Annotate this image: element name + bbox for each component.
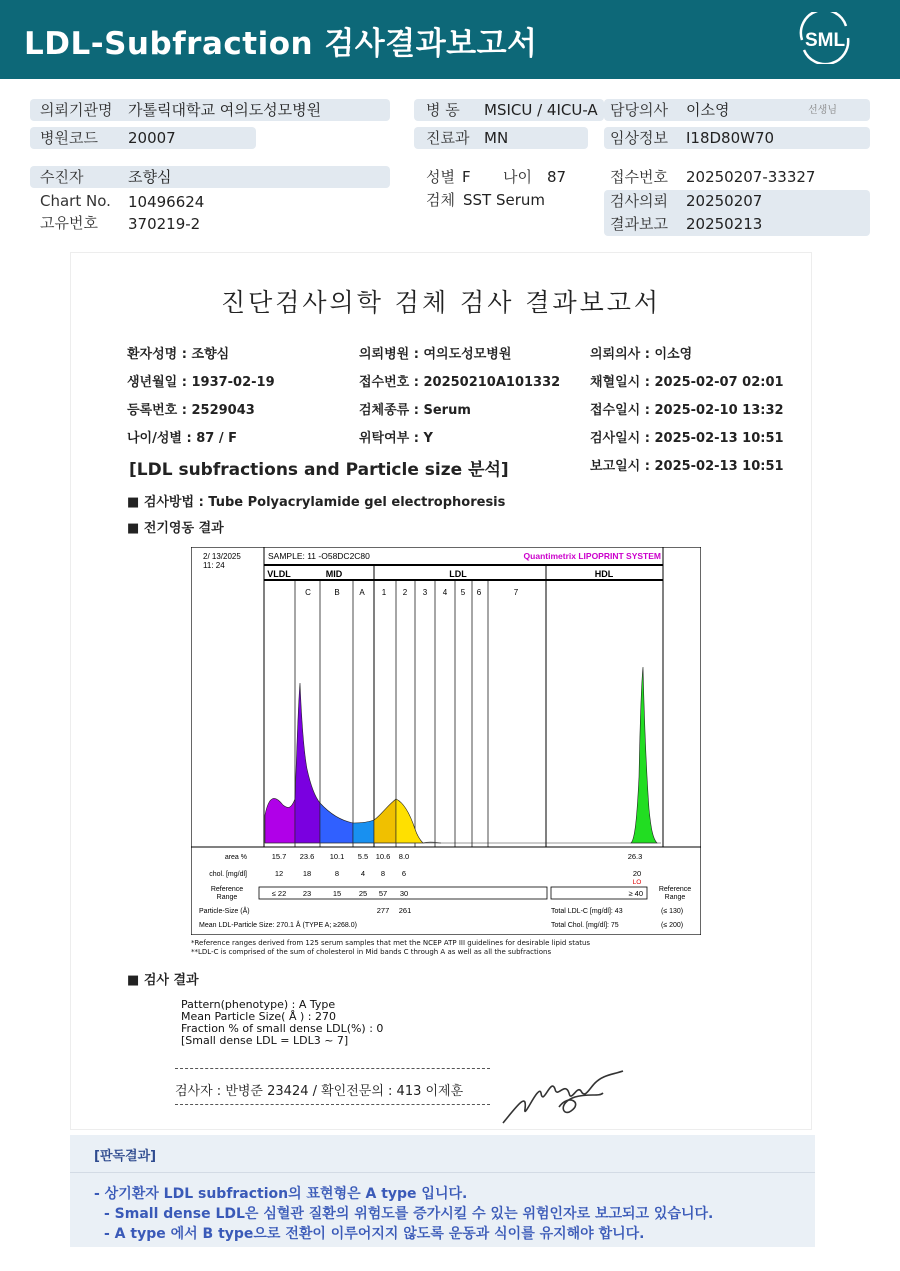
ref-label: Range (216, 894, 238, 901)
patient-name: 환자성명 : 조향심 (127, 347, 230, 362)
interpretation-panel (70, 1135, 815, 1247)
divider (70, 1172, 815, 1173)
band-label-4: 4 (442, 588, 448, 597)
code-label: 병원코드 (40, 129, 98, 147)
ref-hdl-value: ≥ 40 (628, 889, 643, 898)
chol-row-value: 4 (360, 869, 366, 878)
interpretation-line-1: - 상기환자 LDL subfraction의 표현형은 A type 입니다. (94, 1186, 468, 1202)
signature-icon (499, 1063, 629, 1131)
patient-box (30, 166, 390, 188)
particle-value: 261 (398, 906, 412, 915)
chol-hdl-value: 20 (632, 869, 642, 878)
doctor-value: 이소영 (686, 101, 730, 119)
method-text: 검사방법 : Tube Polyacrylamide gel electrophoresis (143, 495, 506, 510)
specimen-label: 검체 (426, 191, 455, 209)
result-heading-text: 검사 결과 (143, 973, 199, 988)
result-list (181, 999, 383, 1047)
band-label-b: B (334, 588, 340, 597)
band-label-1: 1 (381, 588, 387, 597)
ref-label: Reference (210, 886, 244, 893)
receipt-value: 20250207-33327 (686, 168, 816, 186)
method-line (127, 491, 505, 510)
interpretation-line-3: - A type 에서 B type으로 전환이 이루어지지 않도록 운동과 식이를 유지해야 합니다. (104, 1226, 645, 1242)
chol-row-label: chol. [mg/dl] (209, 871, 247, 878)
chart-time: 11: 24 (203, 561, 225, 570)
report-date-label: 결과보고 (610, 215, 668, 233)
chol-row-value: 6 (401, 869, 407, 878)
result-mean-size: Mean Particle Size( Å ) : 270 (181, 1010, 336, 1023)
mid-a-area (353, 820, 374, 843)
group-label-hdl: HDL (594, 569, 614, 579)
received-time: 접수일시 : 2025-02-10 13:32 (590, 403, 784, 418)
divider (175, 1104, 490, 1105)
reg-number: 등록번호 : 2529043 (127, 403, 255, 418)
band-label-3: 3 (422, 588, 428, 597)
area-row-label: area % (224, 854, 247, 861)
doctor-label: 담당의사 (610, 101, 668, 119)
chol-row-value: 12 (274, 869, 284, 878)
receipt-label: 접수번호 (610, 168, 668, 186)
tested-time: 검사일시 : 2025-02-13 10:51 (590, 431, 784, 446)
ref-value: 30 (399, 889, 409, 898)
ref-label-right: Range (664, 894, 686, 901)
page-title: LDL-Subfraction 검사결과보고서 (24, 26, 538, 62)
ref-value: 57 (378, 889, 388, 898)
examiner-text: 검사자 : 반병준 23424 / 확인전문의 : 413 이제훈 (175, 1084, 464, 1099)
receipt-number: 접수번호 : 20250210A101332 (359, 375, 561, 390)
ref-value: ≤ 22 (271, 889, 287, 898)
band-label-7: 7 (513, 588, 519, 597)
bullet-icon: ■ (127, 521, 144, 536)
area-row-value: 15.7 (271, 852, 287, 861)
sml-logo-icon (796, 12, 854, 64)
area-row-value: 10.6 (375, 852, 391, 861)
ward-label: 병 동 (426, 101, 460, 119)
age-value: 87 (547, 168, 567, 186)
mean-size-text: Mean LDL-Particle Size: 270.1 Å (TYPE A; ≥268.0) (199, 922, 357, 929)
bullet-icon: ■ (127, 495, 144, 510)
specimen-type: 검체종류 : Serum (359, 403, 471, 418)
reported-time: 보고일시 : 2025-02-13 10:51 (590, 459, 784, 474)
bullet-icon: ■ (127, 973, 144, 988)
interpretation-line-2: - Small dense LDL은 심혈관 질환의 위험도를 증가시킬 수 있는 위험인자로 보고되고 있습니다. (104, 1206, 714, 1222)
area-row-value: 23.6 (299, 852, 315, 861)
analysis-section-title: [LDL subfractions and Particle size 분석] (129, 460, 509, 480)
band-label-6: 6 (476, 588, 482, 597)
chart-no-value: 10496624 (128, 193, 205, 211)
code-value: 20007 (128, 129, 176, 147)
group-label-ldl: LDL (449, 569, 467, 579)
dept-value: MN (484, 129, 509, 147)
uid-label: 고유번호 (40, 214, 98, 232)
report-title: 진단검사의학 검체 검사 결과보고서 (220, 288, 662, 317)
chol-row-value: 18 (302, 869, 312, 878)
report-date-value: 20250213 (686, 215, 763, 233)
total-chol-ref: (≤ 200) (661, 922, 684, 929)
electro-text: 전기영동 결과 (143, 521, 224, 536)
sex-value: F (462, 168, 471, 186)
chart-notes (191, 939, 590, 957)
patient-value: 조향심 (128, 168, 172, 186)
area-row-value: 5.5 (357, 852, 369, 861)
request-label: 검사의뢰 (610, 192, 668, 210)
total-chol-text: Total Chol. [mg/dl]: 75 (551, 922, 619, 929)
band-label-2: 2 (402, 588, 408, 597)
ref-label-right: Reference (658, 886, 692, 893)
area-row-value: 8.0 (398, 852, 410, 861)
area-row-value: 10.1 (329, 852, 345, 861)
report-header (0, 0, 900, 79)
doctor-suffix: 선생님 (808, 105, 837, 116)
lab-report-sheet (70, 252, 812, 1130)
band-label-a: A (359, 588, 365, 597)
band-label-c: C (305, 588, 311, 597)
result-heading (127, 969, 199, 988)
sex-label: 성별 (426, 168, 455, 186)
chart-no-label: Chart No. (40, 192, 111, 210)
chol-flag: LO (632, 879, 642, 886)
total-ldl-ref: (≤ 130) (661, 908, 684, 915)
group-label-vldl: VLDL (267, 569, 291, 579)
lipoprint-chart (191, 547, 701, 935)
institution-value: 가톨릭대학교 여의도성모병원 (128, 101, 322, 119)
chol-row-value: 8 (334, 869, 340, 878)
chart-sample: SAMPLE: 11 -O58DC2C80 (268, 551, 370, 561)
band-label-5: 5 (460, 588, 466, 597)
result-pattern: Pattern(phenotype) : A Type (181, 998, 336, 1011)
specimen-value: SST Serum (463, 191, 546, 209)
total-ldl-text: Total LDL-C [mg/dl]: 43 (551, 908, 623, 915)
age-label: 나이 (503, 168, 532, 186)
logo-text: SML (804, 30, 846, 51)
clinical-value: I18D80W70 (686, 129, 775, 147)
dept-label: 진료과 (426, 129, 470, 147)
ref-value: 23 (302, 889, 312, 898)
birth-date: 생년월일 : 1937-02-19 (127, 375, 275, 390)
divider (175, 1068, 490, 1069)
outsourced: 위탁여부 : Y (359, 431, 433, 446)
ref-value: 15 (332, 889, 342, 898)
result-fraction: Fraction % of small dense LDL(%) : 0 (181, 1022, 384, 1035)
clinical-label: 임상정보 (610, 129, 668, 147)
age-sex: 나이/성별 : 87 / F (127, 431, 238, 446)
req-doctor: 의뢰의사 : 이소영 (590, 347, 693, 362)
req-hospital: 의뢰병원 : 여의도성모병원 (359, 347, 512, 362)
collected-time: 채혈일시 : 2025-02-07 02:01 (590, 375, 784, 390)
note-1: *Reference ranges derived from 125 serum samples that met the NCEP ATP III guidelines for desirable lipid status (191, 939, 591, 947)
area-hdl-value: 26.3 (627, 852, 643, 861)
particle-label: Particle-Size (Å) (199, 908, 250, 915)
note-2: **LDL-C is comprised of the sum of cholesterol in Mid bands C through A as well as all the subfractions (191, 948, 552, 956)
particle-value: 277 (376, 906, 390, 915)
ref-value: 25 (358, 889, 368, 898)
group-label-mid: MID (325, 569, 343, 579)
result-definition: [Small dense LDL = LDL3 ~ 7] (181, 1034, 349, 1047)
request-value: 20250207 (686, 192, 763, 210)
chart-system: Quantimetrix LIPOPRINT SYSTEM (523, 551, 661, 561)
institution-label: 의뢰기관명 (40, 101, 113, 119)
ward-value: MSICU / 4ICU-A (484, 101, 598, 119)
uid-value: 370219-2 (128, 215, 201, 233)
interpretation-heading: [판독결과] (94, 1149, 157, 1164)
chart-date: 2/ 13/2025 (203, 552, 241, 561)
chol-row-value: 8 (380, 869, 386, 878)
patient-label: 수진자 (40, 168, 84, 186)
electro-heading (127, 517, 224, 536)
signature-line (175, 1068, 490, 1108)
